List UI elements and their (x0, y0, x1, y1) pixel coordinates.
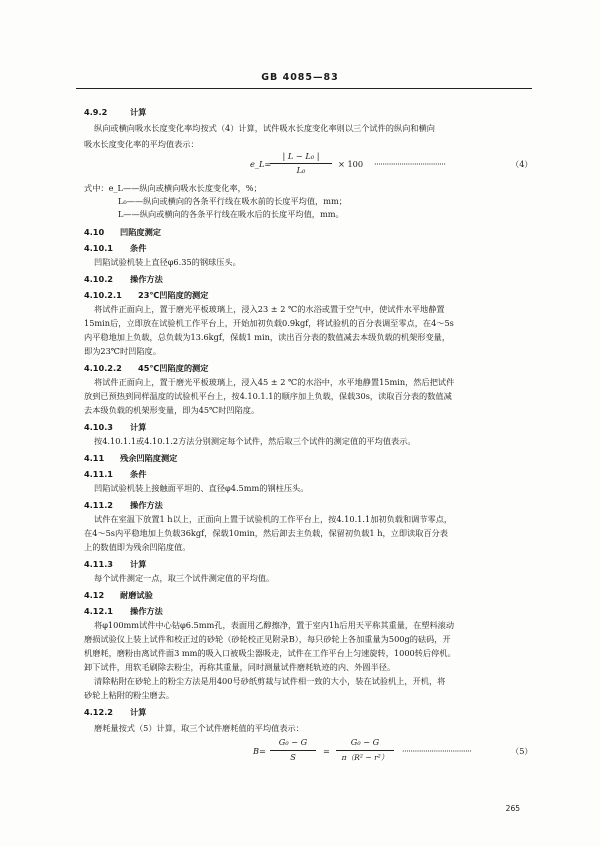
section-number: 4.11.1 (84, 469, 114, 479)
paragraph-line: 按4.10.1.1或4.10.1.2方法分别测定每个试件，然后取三个试件的测定值的平均值表示。 (94, 436, 416, 446)
section-title: 操作方法 (130, 500, 163, 510)
fraction-bar (270, 163, 332, 164)
paragraph-line: 将试件正面向上，置于磨光平板玻璃上，浸入23 ± 2 ℃的水浴或置于空气中，使试件水平地静置 (94, 304, 445, 314)
paragraph-line: 磨损试验仪上装上试件和校正过的砂轮（砂轮校正见附录B），每只砂轮上各加重量为500g的砝码，开 (84, 634, 451, 644)
paragraph-line: 即为23℃时凹陷度。 (84, 346, 161, 356)
formula-denominator: π（R² − r²） (341, 753, 389, 762)
section-number: 4.10.2.1 (84, 290, 122, 300)
paragraph-line: 在4～5s内平稳地加上负载36kgf，保载10min，然后卸去主负载，保留初负载1 h，立即读取百分表 (84, 528, 448, 538)
section-number: 4.11.2 (84, 500, 114, 510)
section-number: 4.12.1 (84, 606, 114, 616)
formula-lhs: e_L= (250, 159, 272, 169)
section-title: 操作方法 (130, 274, 163, 284)
paragraph-line: 凹陷试验机装上接触面平坦的、直径φ4.5mm的钢柱压头。 (94, 483, 309, 493)
paragraph-line: 将φ100mm试件中心钻φ6.5mm孔，表面用乙醇擦净，置于室内1h后用天平称其重量，在塑料滚动 (94, 620, 455, 630)
header-rule (76, 88, 532, 89)
paragraph-line: 清除粘附在砂轮上的粉尘方法是用400号砂纸剪裁与试件相一致的大小，装在试验机上，开机，将 (94, 676, 446, 686)
paragraph-line: 卸下试件，用软毛刷除去粉尘，再称其重量，同时测量试件磨耗轨迹的内、外圆半径。 (84, 662, 396, 672)
section-number: 4.12 (84, 590, 105, 600)
formula-equals: = (323, 746, 330, 756)
section-title: 23℃凹陷度的测定 (138, 290, 209, 300)
section-number: 4.11 (84, 453, 105, 463)
paragraph-line: 15min后，立即放在试验机工作平台上，开始加初负载0.9kgf，将试验机的百分表调至零点，在4～5s (84, 318, 454, 328)
formula-lhs: B= (253, 746, 266, 756)
page-number: 265 (505, 804, 520, 813)
fraction-bar (336, 750, 394, 751)
formula-numerator: G₀ − G (278, 737, 308, 747)
standard-code-header: GB 4085—83 (261, 72, 339, 83)
paragraph-line: 内平稳地加上负载，总负载为13.6kgf，保载1 min，读出百分表的数值减去本级负载的机架形变量， (84, 332, 451, 342)
section-number: 4.9.2 (84, 107, 108, 117)
paragraph-line: 吸水长度变化率的平均值表示： (84, 139, 199, 149)
section-number: 4.10.2.2 (84, 363, 122, 373)
section-title: 条件 (130, 469, 147, 479)
section-number: 4.10.1 (84, 243, 114, 253)
paragraph-line: 将试件正面向上，置于磨光平板玻璃上，浸入45 ± 2 ℃的水浴中，水平地静置15min，然后把试件 (94, 377, 455, 387)
formula-denominator: S (290, 752, 296, 762)
where-line: L₀——纵向或横向的各条平行线在吸水前的长度平均值，mm； (118, 196, 347, 206)
where-line: 式中：e_L——纵向或横向吸水长度变化率，%； (84, 183, 262, 193)
paragraph-line: 机磨耗，磨粉由离试件面3 mm的吸入口被吸尘器吸走，试件在工作平台上匀速旋转，1000转后停机。 (84, 648, 456, 658)
section-title: 凹陷度测定 (120, 227, 161, 237)
section-number: 4.10.2 (84, 274, 114, 284)
formula-numerator: G₀ − G (350, 737, 380, 747)
section-title: 计算 (130, 107, 147, 117)
section-number: 4.10.3 (84, 422, 114, 432)
section-title: 计算 (130, 422, 147, 432)
section-title: 条件 (130, 243, 147, 253)
paragraph-line: 上的数值即为残余凹陷度值。 (84, 542, 191, 552)
formula-tail: × 100 (338, 159, 364, 169)
section-number: 4.11.3 (84, 559, 114, 569)
paragraph-line: 放到已预热到同样温度的试验机平台上，按4.10.1.1的顺序加上负载，保载30s，读取百分表的数值减 (84, 391, 452, 401)
leader-dots: ································· (402, 746, 472, 756)
paragraph-line: 砂轮上粘附的粉尘磨去。 (84, 690, 175, 700)
section-number: 4.10 (84, 227, 105, 237)
section-title: 残余凹陷度测定 (120, 453, 178, 463)
section-title: 耐磨试验 (120, 590, 153, 600)
section-title: 计算 (130, 707, 147, 717)
section-title: 计算 (130, 559, 147, 569)
section-number: 4.12.2 (84, 707, 114, 717)
leader-dots: ·································· (374, 159, 446, 169)
where-line: L——纵向或横向的各条平行线在吸水后的长度平均值，mm。 (118, 209, 344, 219)
section-title: 45℃凹陷度的测定 (138, 363, 209, 373)
paragraph-line: 磨耗量按式（5）计算，取三个试件磨耗值的平均值表示： (94, 723, 304, 733)
paragraph-line: 试件在室温下放置1 h以上，正面向上置于试验机的工作平台上，按4.10.1.1加初负载和调节零点， (94, 514, 453, 524)
paragraph-line: 凹陷试验机装上直径φ6.35的钢球压头。 (94, 257, 241, 267)
equation-number: （5） (511, 746, 533, 756)
paragraph-line: 每个试件测定一点，取三个试件测定值的平均值。 (94, 573, 275, 583)
equation-number: （4） (511, 159, 533, 169)
fraction-bar (270, 750, 316, 751)
formula-numerator: | L − L₀ | (282, 151, 320, 161)
section-title: 操作方法 (130, 606, 163, 616)
paragraph-line: 去本级负载的机架形变量，即为45℃时凹陷度。 (84, 405, 260, 415)
paragraph-line: 纵向或横向吸水长度变化率均按式（4）计算，试件吸水长度变化率则以三个试件的纵向和横向 (94, 123, 435, 133)
formula-denominator: L₀ (296, 165, 306, 175)
